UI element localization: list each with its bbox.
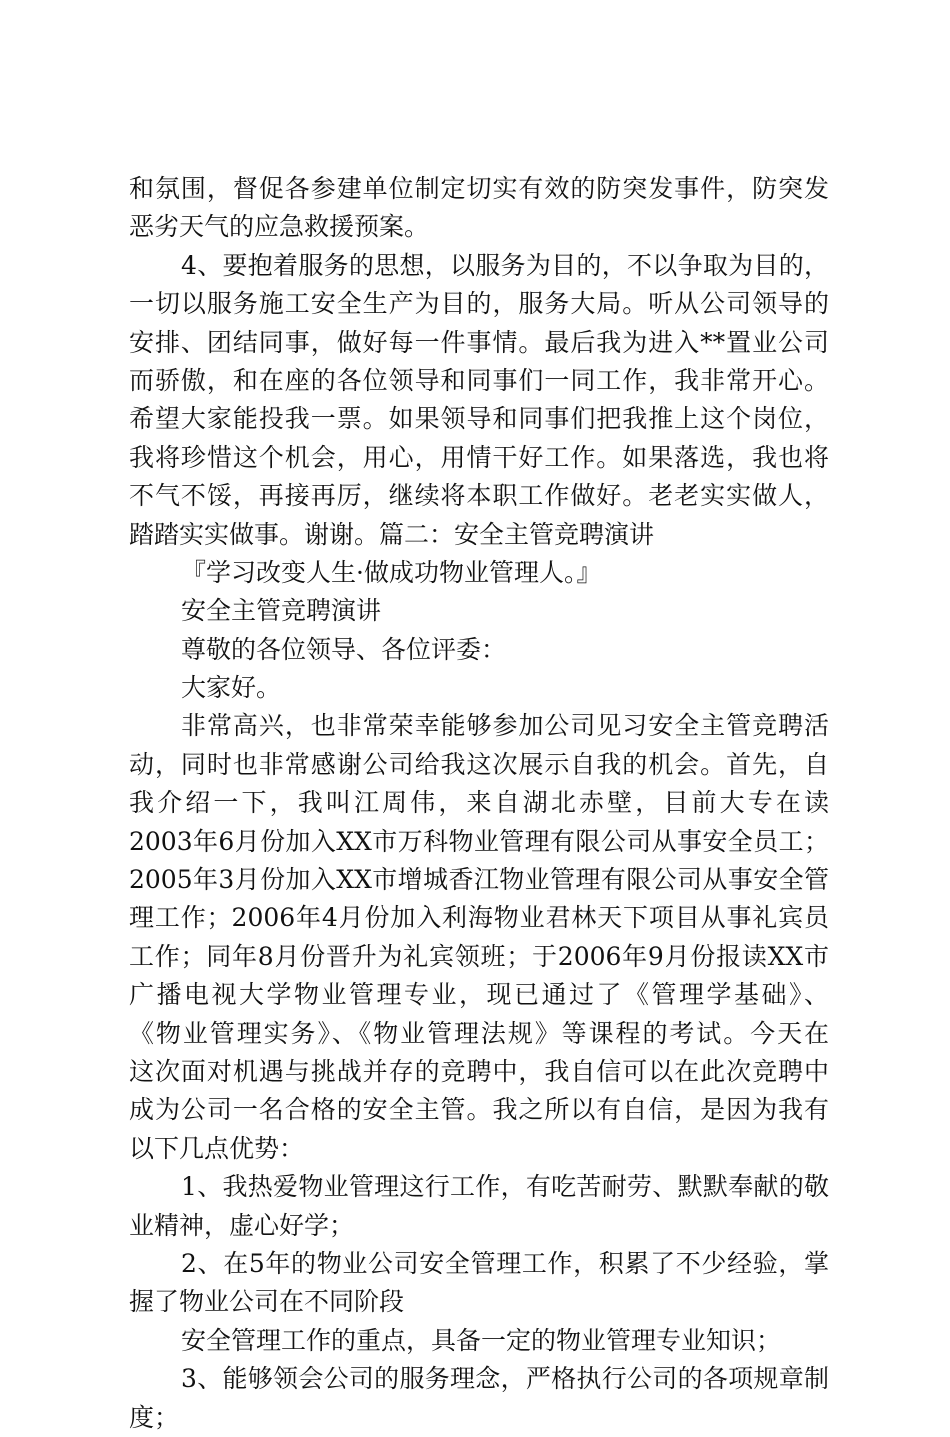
text-line: 安全管理工作的重点，具备一定的物业管理专业知识； (181, 1325, 782, 1355)
text-line: 度； (129, 1402, 180, 1432)
text-line: 安全主管竞聘演讲 (181, 596, 382, 626)
text-line: 2005年3月份加入XX市增城香江物业管理有限公司从事安全管 (129, 865, 829, 895)
text-line: 4、要抱着服务的思想，以服务为目的，不以争取为目的， (181, 250, 829, 280)
text-line: 《物业管理实务》、《物业管理法规》等课程的考试。今天在 (129, 1018, 829, 1048)
text-line: 理工作；2006年4月份加入利海物业君林天下项目从事礼宾员 (129, 903, 829, 933)
text-line: 『学习改变人生·做成功物业管理人。』 (181, 557, 602, 587)
text-line: 2、在5年的物业公司安全管理工作，积累了不少经验，掌 (181, 1248, 829, 1278)
text-line: 我介绍一下，我叫江周伟，来自湖北赤壁，目前大专在读 (129, 788, 829, 818)
text-line: 以下几点优势： (129, 1133, 305, 1163)
text-line: 不气不馁，再接再厉，继续将本职工作做好。老老实实做人， (129, 481, 829, 511)
text-line: 工作；同年8月份晋升为礼宾领班；于2006年9月份报读XX市 (129, 941, 829, 971)
text-line: 一切以服务施工安全生产为目的，服务大局。听从公司领导的 (129, 289, 829, 319)
text-line: 和氛围，督促各参建单位制定切实有效的防突发事件，防突发 (129, 174, 829, 203)
text-line: 安排、团结同事，做好每一件事情。最后我为进入**置业公司 (129, 327, 829, 357)
text-line: 业精神，虚心好学； (129, 1210, 355, 1240)
text-line: 大家好。 (181, 673, 282, 703)
text-line: 2003年6月份加入XX市万科物业管理有限公司从事安全员工； (129, 826, 829, 856)
text-line: 非常高兴，也非常荣幸能够参加公司见习安全主管竞聘活 (181, 711, 829, 741)
text-line: 尊敬的各位领导、各位评委： (181, 634, 507, 664)
document-body (129, 170, 829, 1437)
text-line: 广播电视大学物业管理专业，现已通过了《管理学基础》、 (129, 980, 829, 1010)
text-line: 3、能够领会公司的服务理念，严格执行公司的各项规章制 (181, 1364, 829, 1394)
text-line: 我将珍惜这个机会，用心，用情干好工作。如果落选，我也将 (129, 442, 829, 472)
text-line: 1、我热爱物业管理这行工作，有吃苦耐劳、默默奉献的敬 (181, 1172, 829, 1202)
text-line: 而骄傲，和在座的各位领导和同事们一同工作，我非常开心。 (129, 365, 829, 395)
text-line: 动，同时也非常感谢公司给我这次展示自我的机会。首先，自 (129, 749, 829, 779)
text-line: 恶劣天气的应急救援预案。 (129, 212, 430, 242)
text-line: 成为公司一名合格的安全主管。我之所以有自信，是因为我有 (129, 1095, 829, 1125)
text-line: 踏踏实实做事。谢谢。篇二：安全主管竞聘演讲 (129, 519, 655, 549)
text-line: 希望大家能投我一票。如果领导和同事们把我推上这个岗位， (129, 404, 829, 434)
text-line: 这次面对机遇与挑战并存的竞聘中，我自信可以在此次竞聘中 (129, 1056, 829, 1086)
text-line: 握了物业公司在不同阶段 (129, 1287, 405, 1317)
